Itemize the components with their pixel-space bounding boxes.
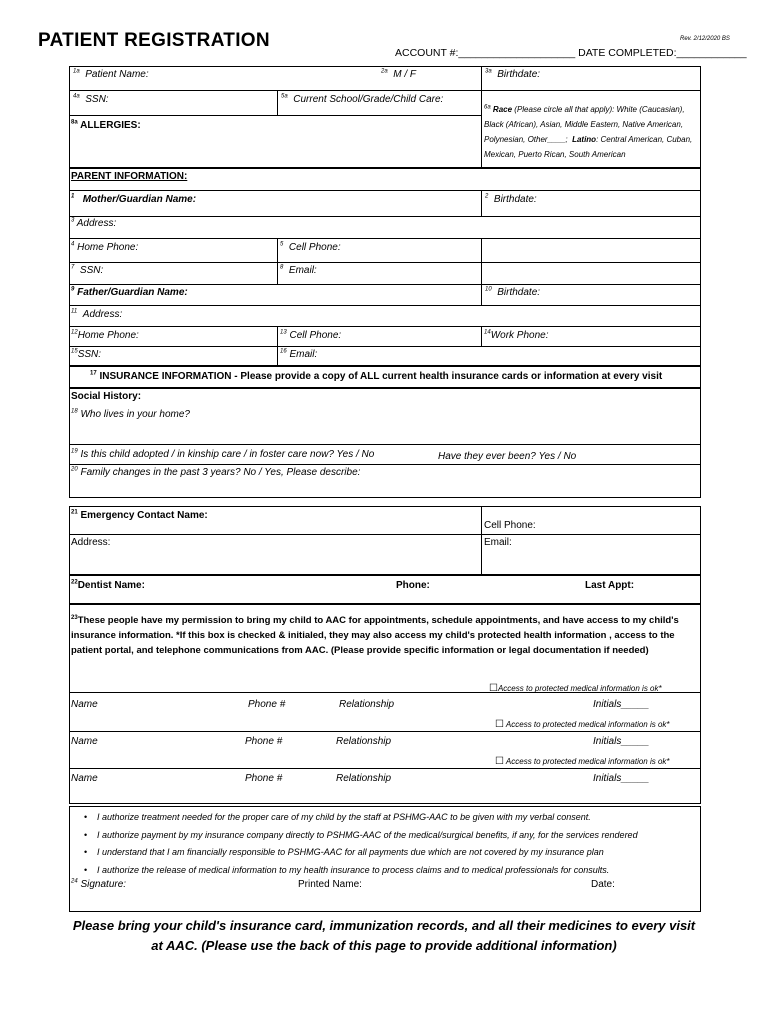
father-ssn-field[interactable]: $^{15}$SSN: bbox=[71, 348, 102, 360]
ever-been-field[interactable]: Have they ever been? Yes / No bbox=[438, 451, 577, 462]
patient-name-field[interactable]: $^{1a}$ Patient Name: bbox=[73, 68, 149, 80]
mother-home-phone-field[interactable]: $^4$ Home Phone: bbox=[71, 241, 139, 253]
social-history-title: Social History: bbox=[71, 391, 142, 402]
permission-statement: $^{23}$These people have my permission to bring my child to AAC for appointments, schedule appointments, and have access to my child's insurance information. *If this box is checked & initialed, they may also access my child's protected health information , access to the patient portal, and telephone communications from AAC. (Please provide specific information or legal documentation if needed) bbox=[71, 614, 679, 656]
father-address-field[interactable]: $^{11}$ Address: bbox=[71, 308, 123, 320]
permission-name-1[interactable]: Name bbox=[71, 699, 98, 710]
printed-name-field[interactable]: Printed Name: bbox=[298, 879, 362, 890]
permission-relationship-3[interactable]: Relationship bbox=[336, 773, 392, 784]
patient-ssn-field[interactable]: $^{4a}$ SSN: bbox=[73, 93, 109, 105]
mother-name-field[interactable]: $^1$ Mother/Guardian Name: bbox=[71, 193, 197, 205]
father-email-field[interactable]: $^{16}$ Email: bbox=[280, 348, 318, 360]
parent-section-title: PARENT INFORMATION: bbox=[71, 171, 188, 182]
father-birthdate-field[interactable]: $^{10}$ Birthdate: bbox=[485, 286, 541, 298]
permission-initials-2[interactable]: Initials_____ bbox=[593, 736, 650, 747]
page-title: PATIENT REGISTRATION bbox=[38, 30, 270, 51]
lives-in-home-field[interactable]: $^{18}$ Who lives in your home? bbox=[71, 408, 190, 420]
social-history-box bbox=[69, 388, 701, 498]
emergency-email-field[interactable]: Email: bbox=[484, 537, 512, 548]
mother-address-field[interactable]: $^3$ Address: bbox=[71, 217, 117, 229]
permission-name-3[interactable]: Name bbox=[71, 773, 98, 784]
access-checkbox-2[interactable]: ☐ Access to protected medical information is ok* bbox=[495, 719, 670, 730]
emergency-cell-field[interactable]: Cell Phone: bbox=[484, 520, 536, 531]
permission-phone-2[interactable]: Phone # bbox=[245, 736, 283, 747]
patient-birthdate-field[interactable]: $^{3a}$ Birthdate: bbox=[485, 68, 541, 80]
authorization-item: • I authorize treatment needed for the proper care of my child by the staff at PSHMG-AAC to be given with my verbal consent. bbox=[84, 809, 638, 827]
father-home-phone-field[interactable]: $^{12}$Home Phone: bbox=[71, 329, 139, 341]
dentist-last-appt-field[interactable]: Last Appt: bbox=[585, 580, 635, 591]
permission-relationship-2[interactable]: Relationship bbox=[336, 736, 392, 747]
authorization-list bbox=[84, 809, 638, 879]
access-checkbox-3[interactable]: ☐ Access to protected medical information is ok* bbox=[495, 756, 670, 767]
access-checkbox-1[interactable]: ☐Access to protected medical information is ok* bbox=[489, 683, 662, 694]
mother-ssn-field[interactable]: $^7$ SSN: bbox=[71, 264, 104, 276]
mother-cell-phone-field[interactable]: $^5$ Cell Phone: bbox=[280, 241, 341, 253]
family-changes-field[interactable]: $^{20}$ Family changes in the past 3 years? No / Yes, Please describe: bbox=[71, 466, 361, 478]
permission-initials-1[interactable]: Initials_____ bbox=[593, 699, 650, 710]
permission-phone-3[interactable]: Phone # bbox=[245, 773, 283, 784]
father-work-phone-field[interactable]: $^{14}$Work Phone: bbox=[484, 329, 549, 341]
adopted-field[interactable]: $^{19}$ Is this child adopted / in kinship care / in foster care now? Yes / No bbox=[71, 448, 375, 460]
mother-birthdate-field[interactable]: $^2$ Birthdate: bbox=[485, 193, 537, 205]
insurance-note: $^{17}$ INSURANCE INFORMATION - Please provide a copy of ALL current health insurance cards or information at every visit bbox=[90, 370, 663, 382]
dentist-name-field[interactable]: $^{22}$Dentist Name: bbox=[71, 579, 145, 591]
permission-name-2[interactable]: Name bbox=[71, 736, 98, 747]
signature-field[interactable]: $^{24}$ Signature: bbox=[71, 878, 127, 890]
dentist-phone-field[interactable]: Phone: bbox=[396, 580, 430, 591]
signature-date-field[interactable]: Date: bbox=[591, 879, 615, 890]
authorization-item: • I understand that I am financially responsible to PSHMG-AAC for all payments due which are not covered by my insurance plan bbox=[84, 844, 638, 862]
emergency-name-field[interactable]: $^{21}$ Emergency Contact Name: bbox=[71, 509, 208, 521]
mother-email-field[interactable]: $^8$ Email: bbox=[280, 264, 317, 276]
school-field[interactable]: $^{5a}$ Current School/Grade/Child Care: bbox=[281, 93, 444, 105]
father-cell-phone-field[interactable]: $^{13}$ Cell Phone: bbox=[280, 329, 342, 341]
permission-initials-3[interactable]: Initials_____ bbox=[593, 773, 650, 784]
permission-phone-1[interactable]: Phone # bbox=[248, 699, 286, 710]
sex-field[interactable]: $^{2a}$ M / F bbox=[381, 68, 417, 80]
authorization-item: • I authorize the release of medical information to my health insurance to process claims and to medical professionals for consults. bbox=[84, 862, 638, 880]
father-name-field[interactable]: $^9$ Father/Guardian Name: bbox=[71, 286, 188, 298]
permission-relationship-1[interactable]: Relationship bbox=[339, 699, 395, 710]
account-date-line[interactable]: ACCOUNT #:____________________ DATE COMPLETED:____________ bbox=[395, 47, 747, 59]
race-field[interactable]: $^{6a}$ Race (Please circle all that apply): White (Caucasian), Black (African), Asian, Middle Eastern, Native American, Polynesian, Other____; Latino: Central American, Cuban, Mexican, Puerto Rican, South American bbox=[484, 104, 693, 159]
allergies-field[interactable]: $^{8a}$ ALLERGIES: bbox=[71, 119, 141, 131]
emergency-address-field[interactable]: Address: bbox=[71, 537, 111, 548]
footer-note: Please bring your child's insurance card, immunization records, and all their medicines to every visit at AAC. (Please use the back of this page to provide additional information) bbox=[72, 918, 696, 953]
revision-note: Rev. 2/12/2020 BS bbox=[680, 36, 730, 42]
authorization-item: • I authorize payment by my insurance company directly to PSHMG-AAC of the medical/surgical benefits, if any, for the services rendered bbox=[84, 827, 638, 845]
